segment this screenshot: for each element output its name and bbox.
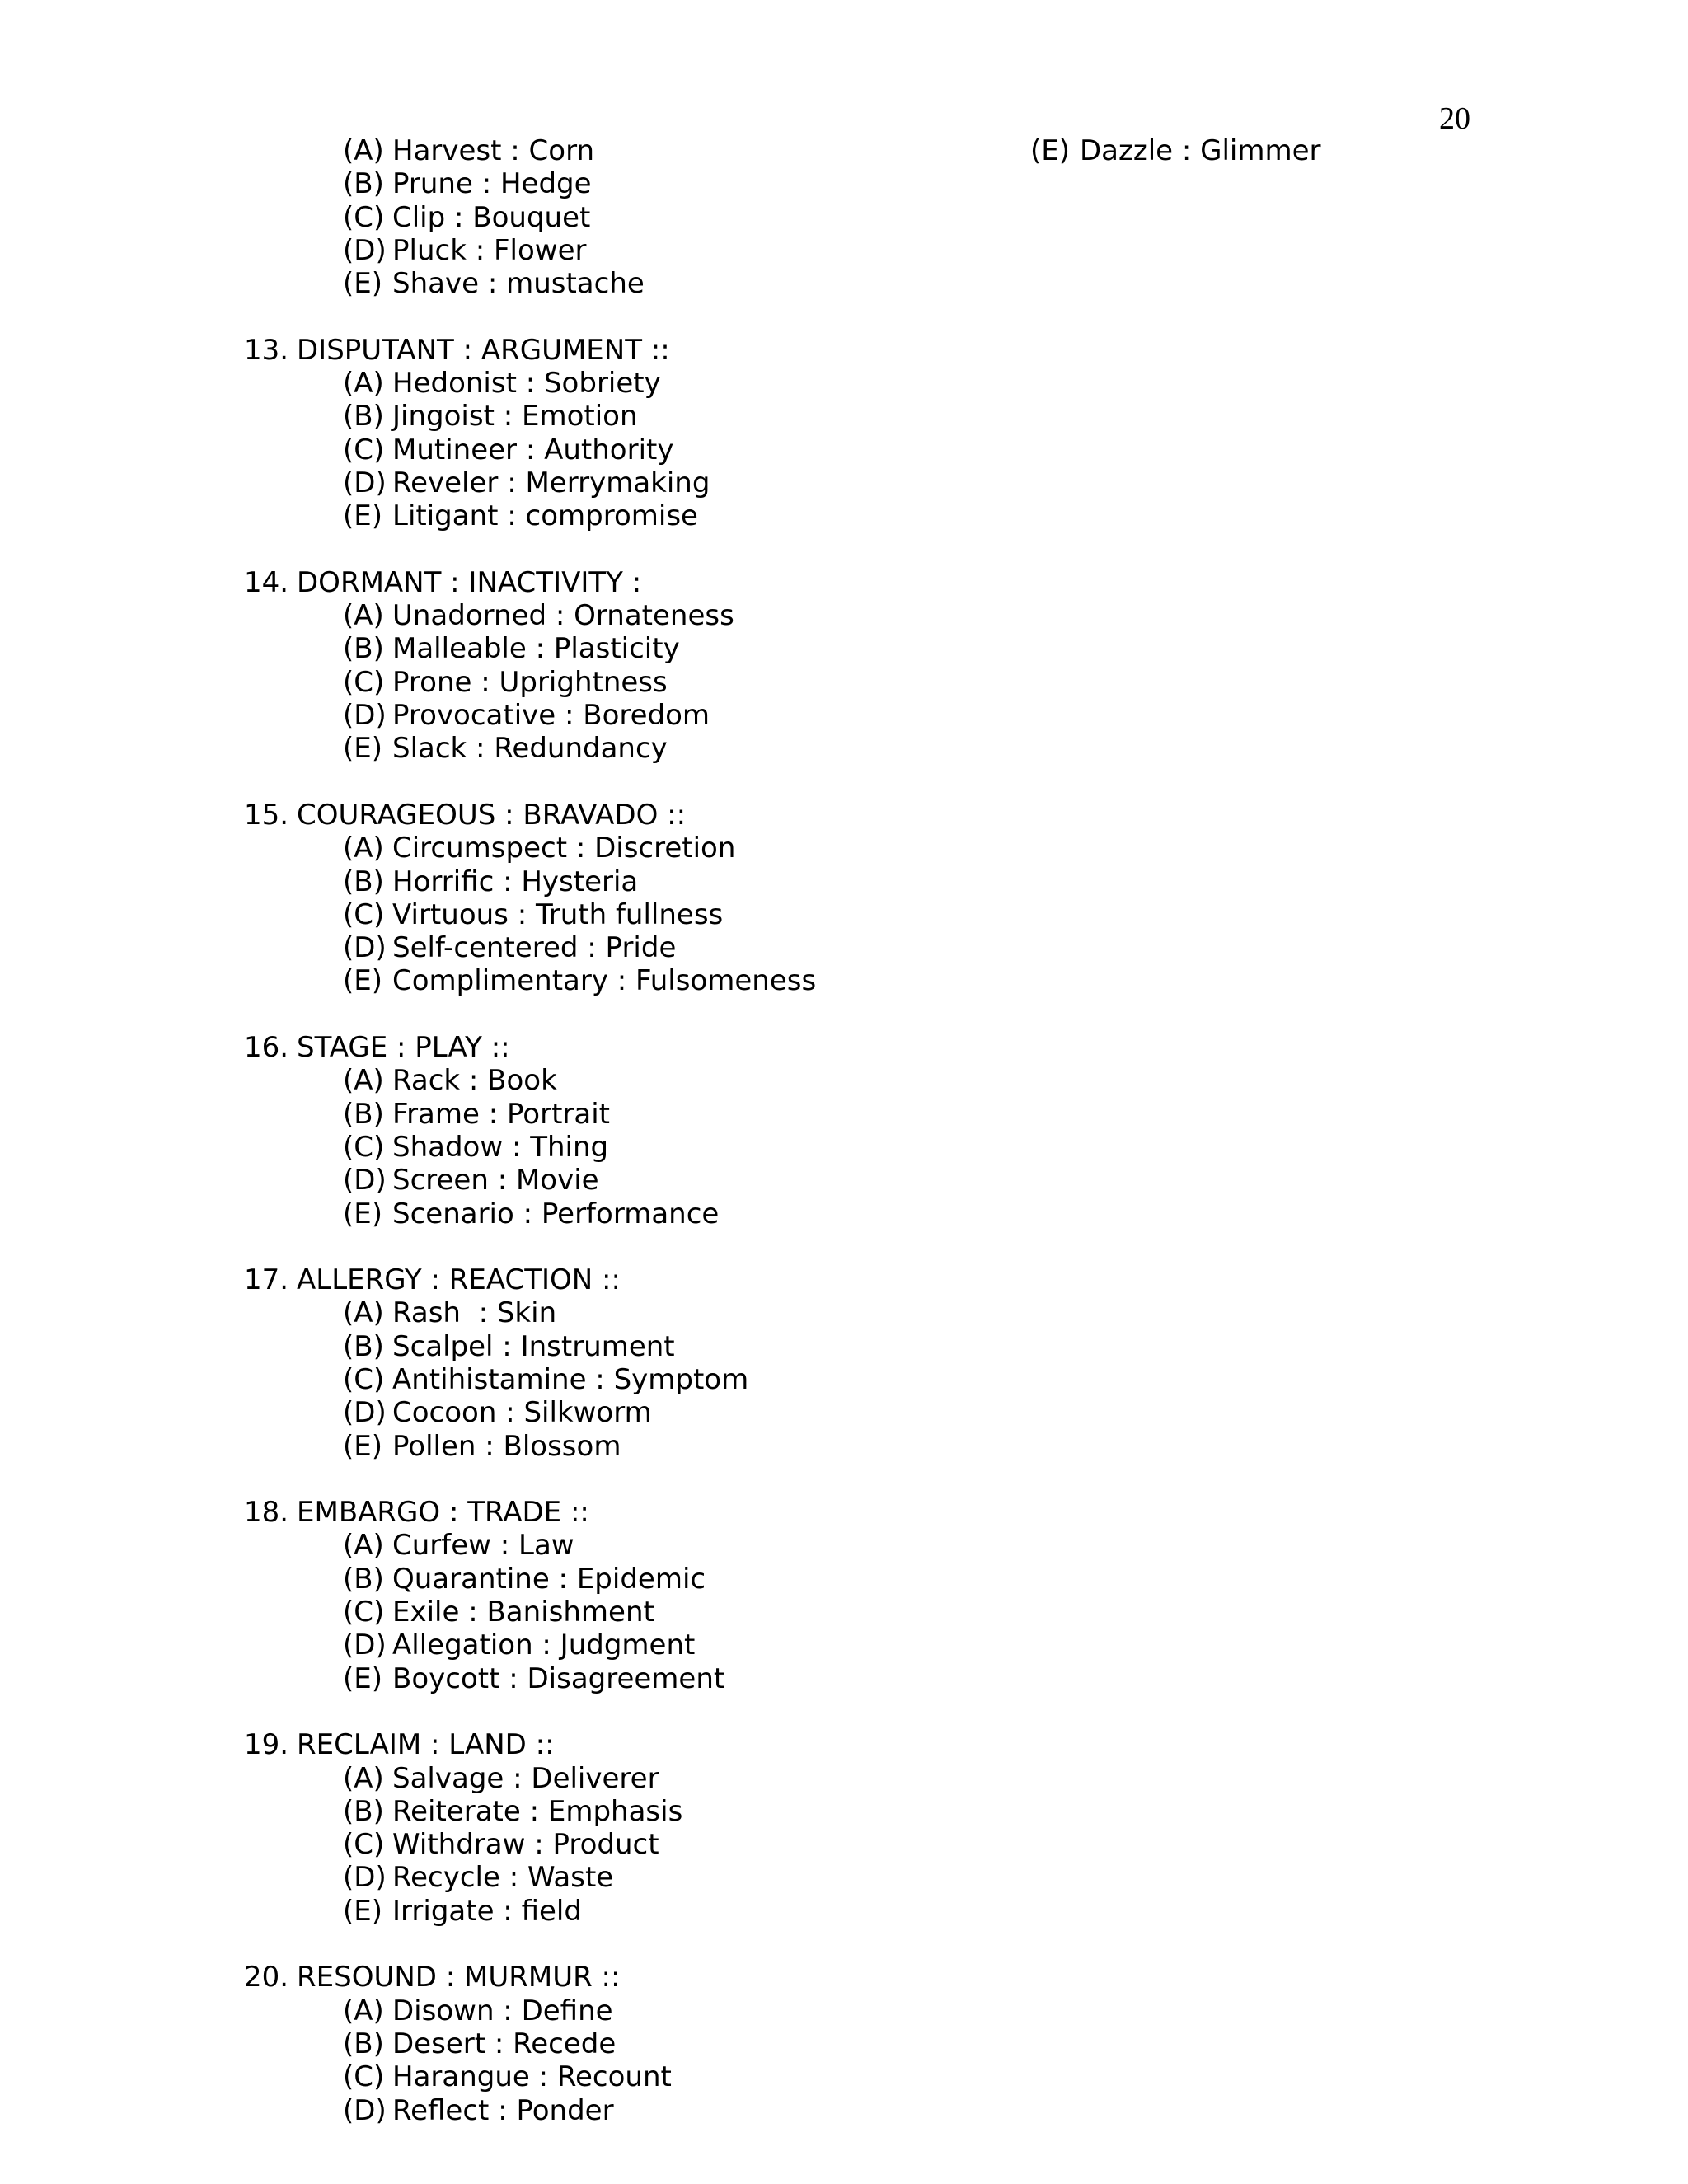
option-item: (B) Prune : Hedge [343, 167, 592, 201]
option-item: (B) Reiterate : Emphasis [343, 1794, 683, 1828]
option-item: (D) Cocoon : Silkworm [343, 1396, 652, 1430]
option-item: (D) Reflect : Ponder [343, 2093, 614, 2127]
option-item: (E) Irrigate : field [343, 1894, 582, 1928]
option-item: (C) Withdraw : Product [343, 1828, 659, 1862]
option-item: (C) Prone : Uprightness [343, 665, 668, 699]
question-20 [244, 1961, 1315, 2126]
right-column [1030, 134, 1607, 167]
spacer [244, 1230, 1315, 1263]
option-item: (D) Screen : Movie [343, 1164, 599, 1197]
option-item: (E) Boycott : Disagreement [343, 1661, 725, 1695]
spacer [244, 1695, 1315, 1728]
question-16 [244, 1031, 1315, 1230]
option-item: (D) Allegation : Judgment [343, 1629, 696, 1662]
question-14 [244, 566, 1315, 766]
option-item: (A) Circumspect : Discretion [343, 832, 736, 865]
option-item: (A) Unadorned : Ornateness [343, 599, 734, 633]
question-stem: 16. STAGE : PLAY :: [244, 1031, 510, 1065]
option-item: (A) Curfew : Law [343, 1529, 574, 1563]
question-stem: 15. COURAGEOUS : BRAVADO :: [244, 798, 687, 832]
question-17 [244, 1263, 1315, 1463]
option-item: (E) Scenario : Performance [343, 1197, 720, 1230]
spacer [244, 533, 1315, 566]
question-15 [244, 799, 1315, 998]
option-item: (D) Reveler : Merrymaking [343, 466, 710, 499]
option-item: (D) Self-centered : Pride [343, 931, 677, 965]
page-number: 20 [1439, 101, 1470, 136]
option-item: (E) Shave : mustache [343, 267, 645, 301]
question-stem: 18. EMBARGO : TRADE :: [244, 1496, 589, 1530]
option-item: (E) Litigant : compromise [343, 499, 698, 533]
option-item: (B) Horrific : Hysteria [343, 865, 639, 898]
spacer [244, 300, 1315, 333]
option-item: (C) Shadow : Thing [343, 1130, 609, 1164]
spacer [244, 1928, 1315, 1961]
option-item: (B) Desert : Recede [343, 2027, 617, 2060]
option-item: (A) Salvage : Deliverer [343, 1761, 659, 1795]
option-item: (D) Recycle : Waste [343, 1861, 614, 1895]
option-item: (B) Malleable : Plasticity [343, 632, 680, 666]
option-item: (D) Provocative : Boredom [343, 699, 710, 733]
option-item: (B) Jingoist : Emotion [343, 400, 638, 434]
option-item: (D) Pluck : Flower [343, 233, 587, 267]
spacer [244, 1463, 1315, 1496]
option-item: (E) Pollen : Blossom [343, 1429, 621, 1463]
option-item: (A) Harvest : Corn [343, 134, 595, 167]
option-item: (B) Frame : Portrait [343, 1097, 610, 1131]
question-stem: 14. DORMANT : INACTIVITY : [244, 565, 642, 599]
option-item: (C) Clip : Bouquet [343, 200, 591, 234]
question-stem: 20. RESOUND : MURMUR :: [244, 1961, 621, 1994]
option-item: (B) Quarantine : Epidemic [343, 1562, 706, 1596]
option-item: (E) Dazzle : Glimmer [1030, 134, 1321, 167]
option-item: (E) Slack : Redundancy [343, 732, 668, 766]
option-item: (E) Complimentary : Fulsomeness [343, 964, 817, 998]
question-stem: 17. ALLERGY : REACTION :: [244, 1263, 621, 1297]
question-stem: 19. RECLAIM : LAND :: [244, 1728, 555, 1762]
question-18 [244, 1496, 1315, 1695]
option-item: (C) Virtuous : Truth fullness [343, 898, 724, 931]
option-item: (A) Disown : Define [343, 1994, 613, 2027]
option-item: (A) Rack : Book [343, 1064, 557, 1098]
option-item: (C) Harangue : Recount [343, 2060, 672, 2094]
question-13 [244, 334, 1315, 533]
question-19 [244, 1728, 1315, 1928]
left-column [244, 134, 1315, 2127]
spacer [244, 766, 1315, 799]
question-stem: 13. DISPUTANT : ARGUMENT :: [244, 333, 670, 367]
spacer [244, 998, 1315, 1031]
option-item: (C) Mutineer : Authority [343, 433, 674, 466]
option-item: (B) Scalpel : Instrument [343, 1329, 675, 1363]
option-item: (A) Rash : Skin [343, 1296, 557, 1330]
option-item: (C) Antihistamine : Symptom [343, 1362, 749, 1396]
option-item: (C) Exile : Banishment [343, 1596, 654, 1629]
option-item: (A) Hedonist : Sobriety [343, 367, 661, 401]
